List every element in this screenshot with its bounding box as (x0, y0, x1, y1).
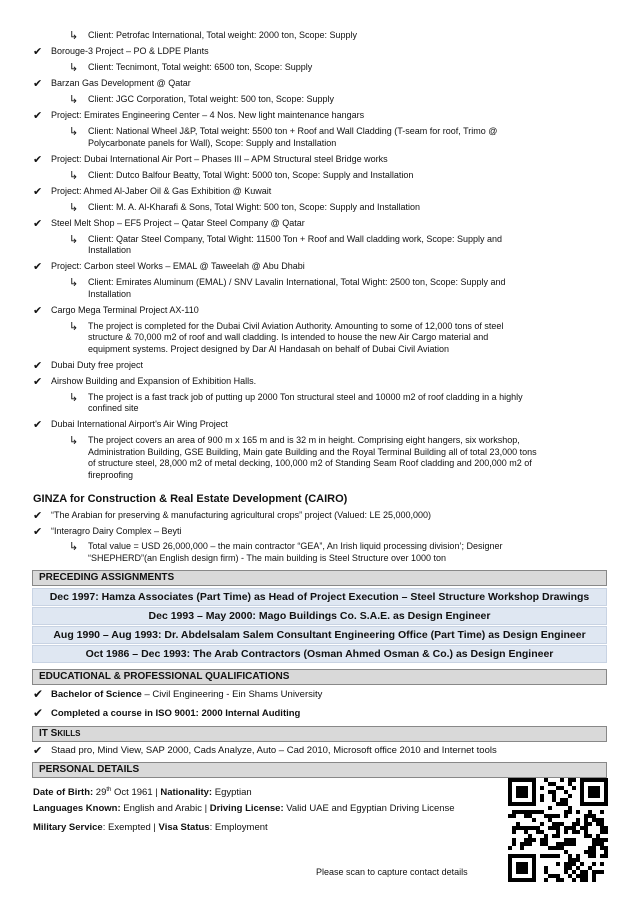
project-detail-line: Client: National Wheel J&P, Total weight: 5500 ton + Roof and Wall Cladding (T-seam for roof, Trimo @ (88, 126, 498, 136)
arrow-icon: ↳ (69, 277, 79, 289)
it-title-part: IT (39, 728, 51, 739)
check-icon: ✔ (33, 687, 44, 701)
ginza-sub-line-2: “SHEPHERD”(an English design firm) - The main building is Steel Structure over 1000 ton (88, 552, 446, 563)
ginza-sub-line-1: Total value = USD 26,000,000 – the main contractor “GEA”, An Irish liquid processing division’; Designer (88, 541, 503, 551)
preceding-assignments-heading: PRECEDING ASSIGNMENTS (32, 570, 607, 586)
dob-sup: th (106, 787, 112, 793)
check-icon: ✔ (33, 217, 43, 230)
degree-detail: – Civil Engineering - Ein Shams University (141, 689, 323, 700)
arrow-icon: ↳ (69, 62, 79, 74)
project-detail-line: confined site (88, 403, 139, 413)
education-course: Completed a course in ISO 9001: 2000 Internal Auditing (51, 708, 301, 719)
it-title-part: S (50, 728, 58, 739)
project-item: Borouge-3 Project – PO & LDPE Plants (51, 46, 209, 56)
driving-license-value: Valid UAE and Egyptian Driving License (283, 803, 455, 814)
project-detail-line: Polycarbonate panels for Wall), Scope: Supply and Installation (88, 137, 337, 148)
project-item: Dubai Duty free project (51, 359, 144, 370)
check-icon: ✔ (33, 510, 43, 522)
project-item: Project: Dubai International Air Port – Phases III – APM Structural steel Bridge works (51, 153, 388, 164)
check-icon: ✔ (33, 78, 43, 90)
check-icon: ✔ (33, 359, 43, 372)
project-detail (88, 321, 608, 356)
languages-line (33, 803, 455, 815)
dob-rest: Oct 1961 | (111, 787, 161, 799)
driving-license-label: Driving License: (209, 803, 284, 814)
project-detail-line: Client: Qatar Steel Company, Total Wight: 11500 Ton + Roof and Wall cladding work, Scope: Supply and (88, 233, 502, 244)
arrow-icon: ↳ (69, 126, 79, 138)
arrow-icon: ↳ (69, 233, 79, 246)
dob-label: Date of Birth: (33, 787, 94, 799)
project-detail-line: structure & 70,000 m2 of roof and wall cladding. Is intended to house the new Air Cargo material and (88, 332, 489, 342)
project-detail-line: The project is a fast track job of putting up 2000 Ton structural steel and 10000 m2 of roof cladding in a highly (88, 391, 523, 402)
arrow-icon: ↳ (69, 201, 79, 214)
arrow-icon: ↳ (69, 320, 79, 333)
project-detail (88, 234, 608, 257)
project-detail-line: equipment systems. Project designed by Dar Al Handasah on behalf of Dubai Civil Aviation (88, 343, 450, 354)
check-icon: ✔ (33, 526, 43, 538)
check-icon: ✔ (33, 419, 43, 431)
project-detail-line: Installation (88, 288, 132, 299)
project-detail-line: fireproofing (88, 469, 134, 480)
it-skills-list: Staad pro, Mind View, SAP 2000, Cads Analyze, Auto – Cad 2010, Microsoft office 2010 and Internet tools (51, 745, 497, 756)
degree-label: Bachelor of Science (51, 689, 142, 700)
assignment-item: Oct 1986 – Dec 1993: The Arab Contractors (Osman Ahmed Osman & Co.) as Design Engineer (32, 645, 607, 663)
check-icon: ✔ (33, 375, 43, 388)
personal-details-heading: PERSONAL DETAILS (32, 762, 607, 778)
qr-caption: Please scan to capture contact details (316, 867, 468, 877)
arrow-icon: ↳ (69, 169, 79, 182)
project-detail (88, 435, 608, 481)
check-icon: ✔ (33, 261, 43, 273)
ginza-heading: GINZA for Construction & Real Estate Development (CAIRO) (33, 493, 348, 505)
visa-value: : Employment (209, 822, 268, 833)
project-item: Dubai International Airport's Air Wing Project (51, 419, 228, 429)
arrow-icon: ↳ (69, 541, 79, 553)
project-detail: Client: JGC Corporation, Total weight: 500 ton, Scope: Supply (88, 94, 334, 104)
ginza-item-2: “Interagro Dairy Complex – Beyti (51, 526, 182, 536)
assignment-item: Aug 1990 – Aug 1993: Dr. Abdelsalam Salem Consultant Engineering Office (Part Time) as Design Engineer (32, 626, 607, 644)
project-item: Project: Carbon steel Works – EMAL @ Taweelah @ Abu Dhabi (51, 261, 305, 271)
check-icon: ✔ (33, 706, 44, 720)
project-detail-line: Administration Building, GSE Building, Main gate Building and the Royal Terminal Building all of total 23,000 tons (88, 446, 537, 457)
project-detail-line: The project is completed for the Dubai Civil Aviation Authority. Amounting to some of 12,000 tons of steel (88, 320, 504, 331)
dob-day: 29 (93, 787, 107, 799)
military-value: : Exempted | (102, 822, 159, 833)
project-item: Project: Ahmed Al-Jaber Oil & Gas Exhibition @ Kuwait (51, 185, 272, 196)
ginza-item-1: “The Arabian for preserving & manufacturing agricultural crops” project (Valued: LE 25,000,000) (51, 510, 432, 520)
it-title-part: KILLS (57, 729, 81, 738)
nationality-label: Nationality: (160, 787, 213, 799)
nationality-value: Egyptian (212, 787, 252, 799)
visa-label: Visa Status (158, 822, 210, 833)
arrow-icon: ↳ (69, 391, 79, 404)
project-detail: Client: Petrofac International, Total weight: 2000 ton, Scope: Supply (88, 30, 358, 40)
project-detail-line: Installation (88, 245, 132, 255)
assignment-item: Dec 1993 – May 2000: Mago Buildings Co. S.A.E. as Design Engineer (32, 607, 607, 625)
arrow-icon: ↳ (69, 435, 79, 447)
assignment-item: Dec 1997: Hamza Associates (Part Time) as Head of Project Execution – Steel Structure Workshop Drawings (32, 588, 607, 606)
qr-code-icon[interactable] (508, 778, 608, 882)
check-icon: ✔ (33, 153, 43, 166)
check-icon: ✔ (33, 745, 43, 757)
check-icon: ✔ (33, 110, 43, 122)
project-detail: Client: Tecnimont, Total weight: 6500 ton, Scope: Supply (88, 62, 313, 72)
project-detail (88, 277, 608, 300)
project-item: Steel Melt Shop – EF5 Project – Qatar Steel Company @ Qatar (51, 217, 305, 228)
project-item: Airshow Building and Expansion of Exhibition Halls. (51, 375, 257, 386)
education-heading: EDUCATIONAL & PROFESSIONAL QUALIFICATIONS (32, 669, 607, 685)
project-detail-line: Client: Emirates Aluminum (EMAL) / SNV Lavalin International, Total Wight: 2500 ton, Scope: Supply and (88, 277, 506, 287)
project-detail: Client: Dutco Balfour Beatty, Total Wight: 5000 ton, Scope: Supply and Installation (88, 169, 414, 180)
project-detail (88, 126, 608, 149)
project-detail (88, 392, 608, 415)
project-item: Barzan Gas Development @ Qatar (51, 78, 191, 88)
military-label: Military Service (33, 822, 103, 833)
languages-label: Languages Known: (33, 803, 121, 814)
check-icon: ✔ (33, 46, 43, 58)
project-detail-line: of structure steel, 28,000 m2 of metal decking, 100,000 m2 of Standing Seam Roof cladding and 200,000 m2 of (88, 458, 532, 468)
project-item: Cargo Mega Terminal Project AX-110 (51, 304, 199, 315)
project-detail-line: The project covers an area of 900 m x 165 m and is 32 m in height. Comprising eight hangers, six workshop, (88, 435, 520, 445)
dob-line (33, 784, 252, 799)
project-detail: Client: M. A. Al-Kharafi & Sons, Total Wight: 500 ton, Scope: Supply and Installation (88, 201, 421, 212)
ginza-sub-item (88, 541, 608, 564)
education-degree (51, 689, 608, 701)
military-line (33, 822, 268, 834)
project-item: Project: Emirates Engineering Center – 4 Nos. New light maintenance hangars (51, 110, 365, 120)
check-icon: ✔ (33, 185, 43, 198)
arrow-icon: ↳ (69, 30, 79, 42)
languages-value: English and Arabic | (120, 803, 210, 814)
arrow-icon: ↳ (69, 94, 79, 106)
it-skills-heading (32, 726, 607, 742)
check-icon: ✔ (33, 304, 43, 317)
